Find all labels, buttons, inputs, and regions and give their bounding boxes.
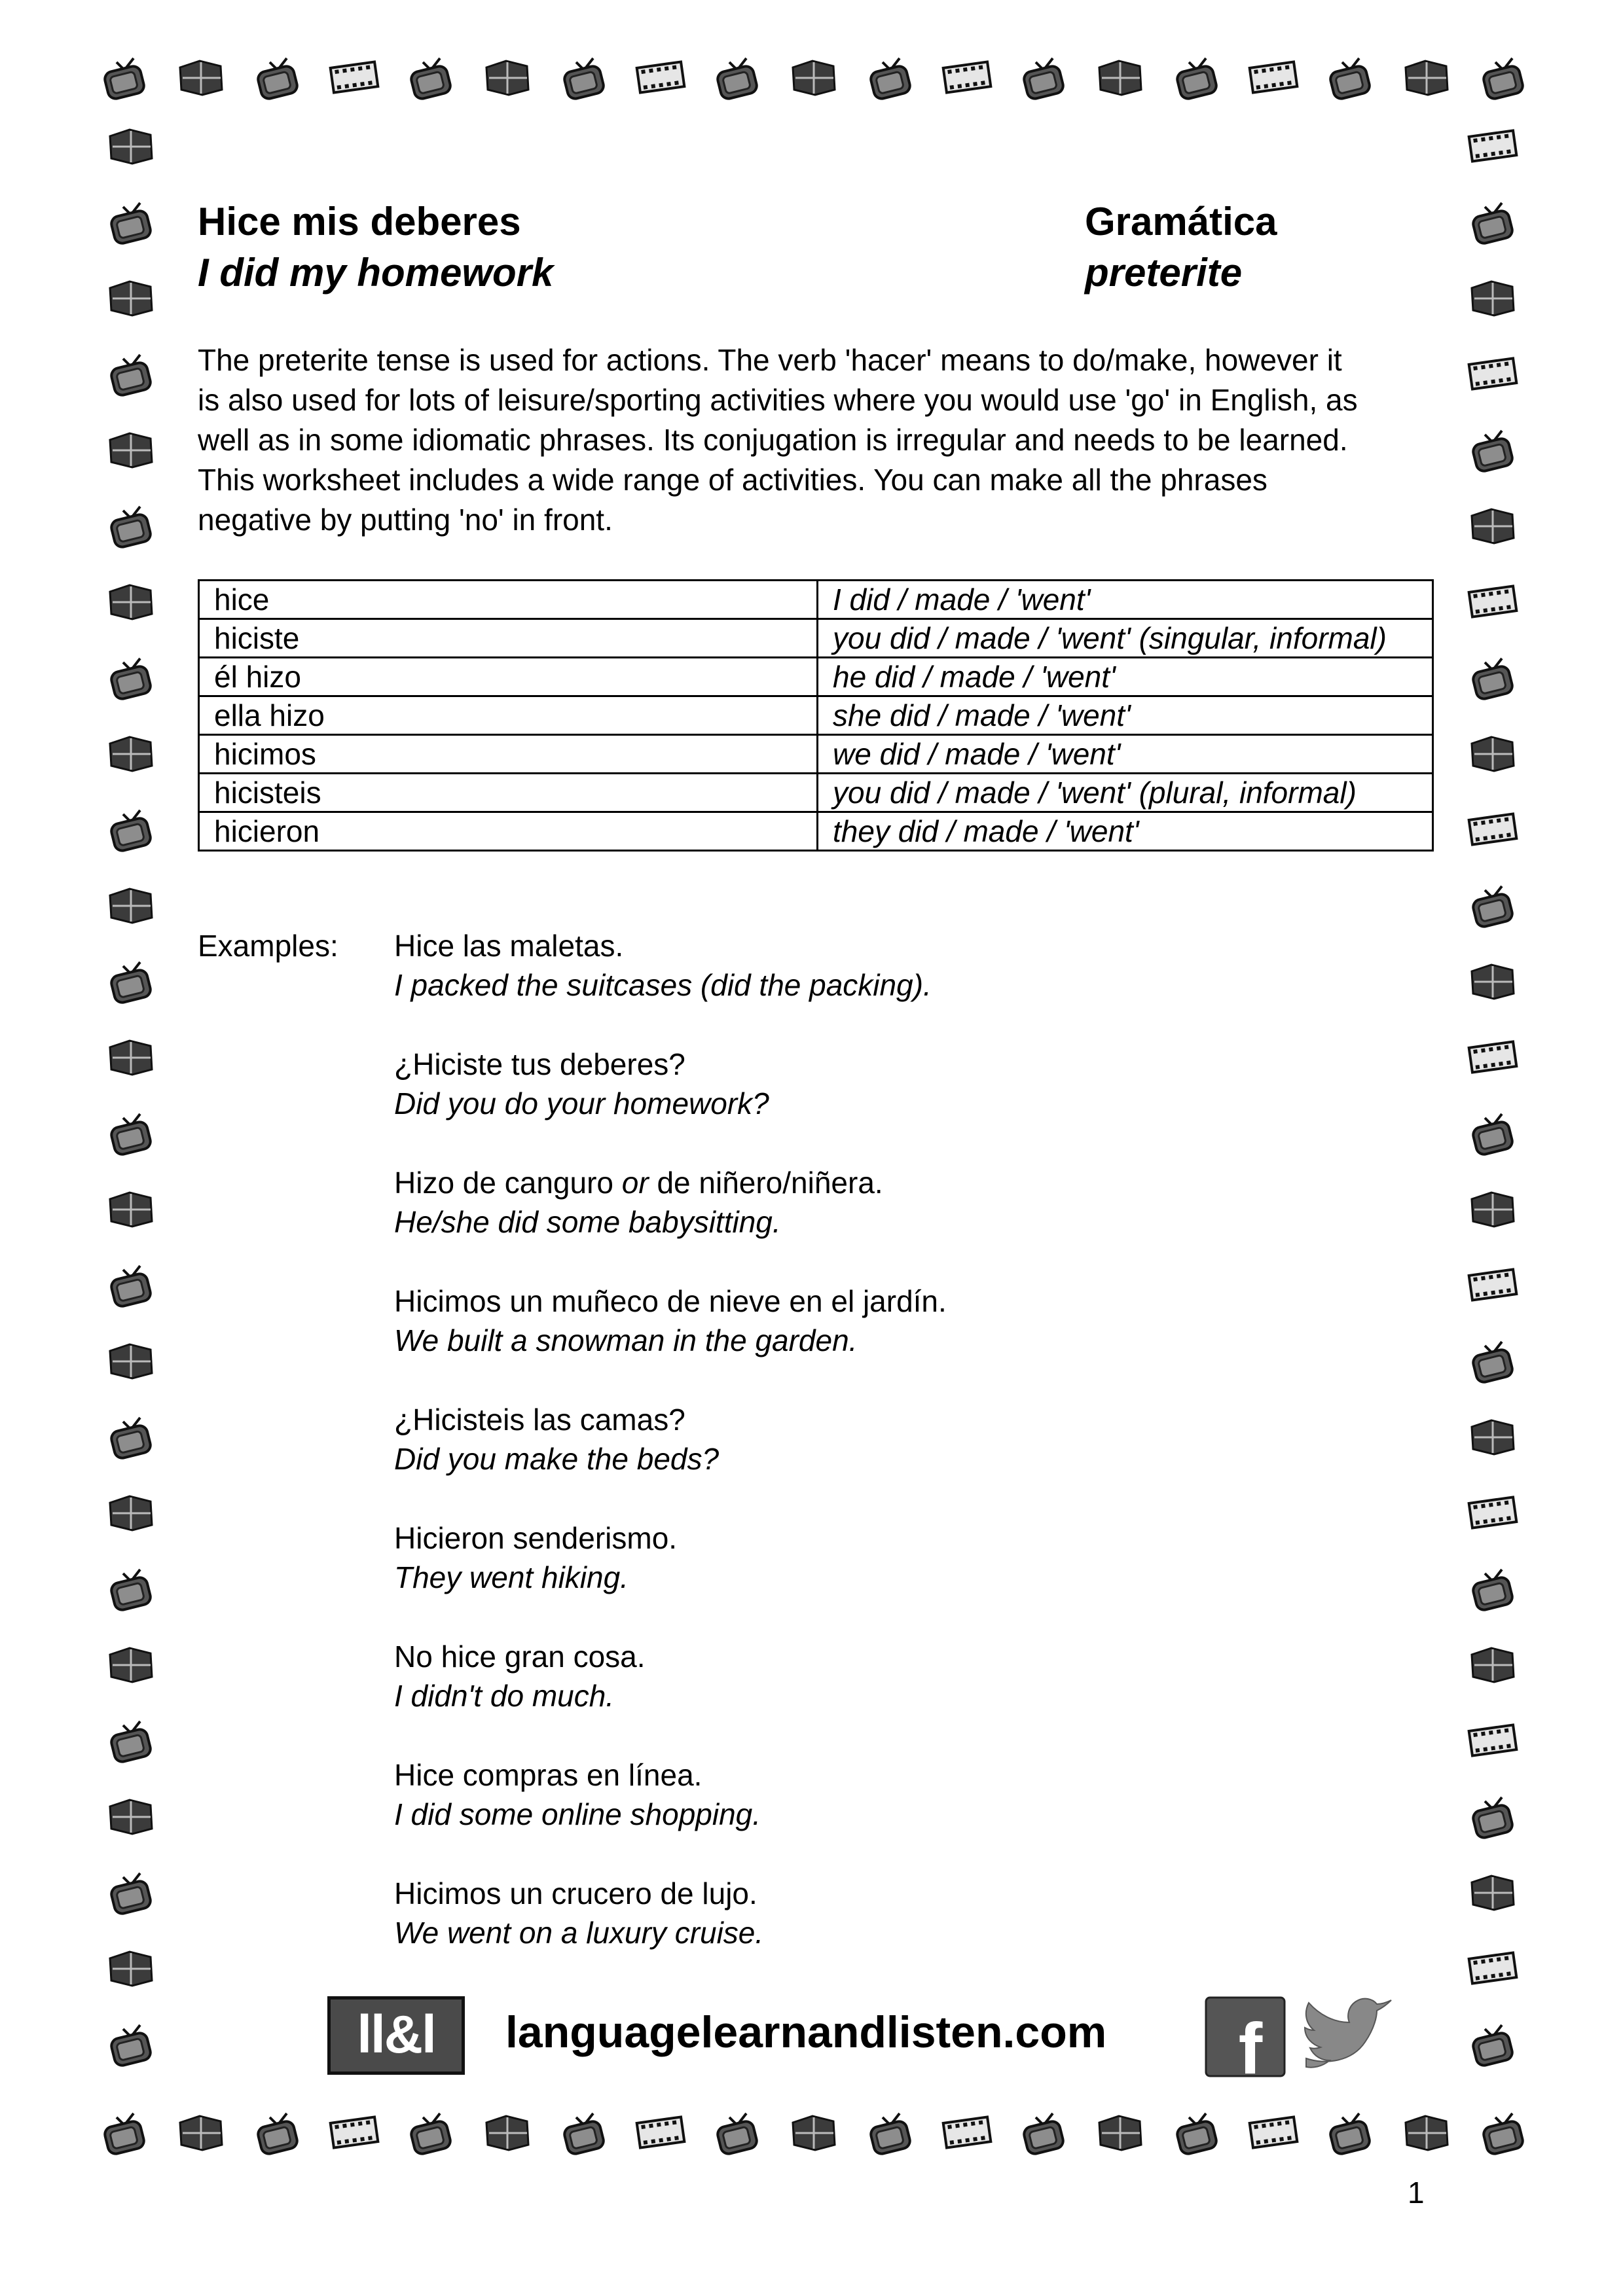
intro-paragraph xyxy=(198,340,1442,540)
flag-icon xyxy=(486,2116,528,2150)
english-cell: you did / made / 'went' (plural, informal) xyxy=(818,774,1433,812)
intro-line: This worksheet includes a wide range of activities. You can make all the phrases xyxy=(198,463,1267,497)
table-row xyxy=(199,774,1433,812)
flag-icon xyxy=(110,1952,152,1986)
section-block xyxy=(1085,196,1277,298)
tv-icon xyxy=(110,1418,152,1460)
tv-icon xyxy=(110,1266,152,1308)
border-right xyxy=(1453,105,1532,2108)
film-strip-icon xyxy=(1250,2117,1298,2147)
tv-icon xyxy=(1329,58,1371,100)
tv-icon xyxy=(1023,2113,1065,2155)
tv-icon xyxy=(1472,1342,1514,1384)
flag-icon xyxy=(110,130,152,164)
flag-icon xyxy=(110,281,152,315)
tv-icon xyxy=(1176,2113,1218,2155)
tv-icon xyxy=(563,58,605,100)
film-strip-icon xyxy=(1469,1041,1517,1072)
tv-icon xyxy=(1472,1797,1514,1839)
flag-icon xyxy=(1472,737,1514,771)
tv-icon xyxy=(410,58,452,100)
flag-icon xyxy=(1099,2116,1141,2150)
film-strip-icon xyxy=(943,2117,991,2147)
tv-icon xyxy=(1472,431,1514,473)
intro-line: is also used for lots of leisure/sporting activities where you would use 'go' in English, as xyxy=(198,383,1358,417)
tv-icon xyxy=(716,2113,758,2155)
tv-icon xyxy=(1472,658,1514,700)
example-spanish-part: de niñero/niñera. xyxy=(648,1166,883,1200)
intro-line: well as in some idiomatic phrases. Its conjugation is irregular and needs to be learned. xyxy=(198,423,1348,457)
example-english: I packed the suitcases (did the packing). xyxy=(394,968,932,1002)
tv-icon xyxy=(110,2025,152,2067)
tv-icon xyxy=(869,2113,911,2155)
table-row xyxy=(199,812,1433,851)
table-row xyxy=(199,581,1433,619)
film-strip-icon xyxy=(331,62,378,92)
tv-icon xyxy=(110,658,152,700)
page-title: Hice mis deberes xyxy=(198,200,521,243)
example-item xyxy=(394,1637,947,1715)
english-cell: they did / made / 'went' xyxy=(818,812,1433,851)
flag-icon xyxy=(180,2116,222,2150)
example-spanish: ¿Hiciste tus deberes? xyxy=(394,1047,685,1081)
tv-icon xyxy=(110,203,152,245)
spanish-cell: ella hizo xyxy=(199,696,818,735)
example-spanish: Hicimos un muñeco de nieve en el jardín. xyxy=(394,1284,947,1318)
example-item xyxy=(394,926,947,1005)
example-english: I didn't do much. xyxy=(394,1679,615,1713)
film-strip-icon xyxy=(331,2117,378,2147)
tv-icon xyxy=(110,355,152,397)
english-cell: we did / made / 'went' xyxy=(818,735,1433,774)
example-item xyxy=(394,1518,947,1597)
table-row xyxy=(199,658,1433,696)
site-url[interactable]: languagelearnandlisten.com xyxy=(505,2007,1107,2057)
conjugation-table xyxy=(198,579,1434,852)
example-spanish-part: Hizo de canguro xyxy=(394,1166,622,1200)
example-english: We went on a luxury cruise. xyxy=(394,1916,764,1950)
tv-icon xyxy=(1482,58,1524,100)
example-spanish: Hicieron senderismo. xyxy=(394,1521,678,1555)
section-topic: preterite xyxy=(1085,251,1243,295)
flag-icon xyxy=(1472,1193,1514,1227)
tv-icon xyxy=(103,2113,145,2155)
border-top xyxy=(92,36,1532,115)
tv-icon xyxy=(103,58,145,100)
example-spanish: Hicimos un crucero de lujo. xyxy=(394,1876,757,1910)
example-english: I did some online shopping. xyxy=(394,1797,761,1831)
flag-icon xyxy=(486,61,528,95)
examples-list xyxy=(394,926,947,1992)
spanish-cell: hice xyxy=(199,581,818,619)
film-strip-icon xyxy=(1469,814,1517,844)
example-spanish: Hice compras en línea. xyxy=(394,1758,702,1792)
page-number: 1 xyxy=(1408,2176,1425,2210)
english-cell: she did / made / 'went' xyxy=(818,696,1433,735)
tv-icon xyxy=(1482,2113,1524,2155)
example-item xyxy=(394,1400,947,1479)
flag-icon xyxy=(180,61,222,95)
tv-icon xyxy=(1472,1570,1514,1611)
flag-icon xyxy=(793,2116,835,2150)
tv-icon xyxy=(563,2113,605,2155)
border-bottom xyxy=(92,2091,1532,2170)
tv-icon xyxy=(110,810,152,852)
tv-icon xyxy=(110,1873,152,1915)
tv-icon xyxy=(110,507,152,548)
tv-icon xyxy=(110,1570,152,1611)
spanish-cell: hicieron xyxy=(199,812,818,851)
tv-icon xyxy=(1176,58,1218,100)
english-cell: he did / made / 'went' xyxy=(818,658,1433,696)
tv-icon xyxy=(1472,203,1514,245)
film-strip-icon xyxy=(1469,1952,1517,1983)
film-strip-icon xyxy=(1250,62,1298,92)
film-strip-icon xyxy=(1469,586,1517,617)
flag-icon xyxy=(793,61,835,95)
example-english: Did you make the beds? xyxy=(394,1442,720,1476)
flag-icon xyxy=(110,1193,152,1227)
tv-icon xyxy=(1472,1114,1514,1156)
border-left xyxy=(92,105,170,2108)
example-spanish: Hice las maletas. xyxy=(394,929,624,963)
example-english: We built a snowman in the garden. xyxy=(394,1323,858,1357)
spanish-cell: hicimos xyxy=(199,735,818,774)
tv-icon xyxy=(110,1721,152,1763)
flag-icon xyxy=(110,1648,152,1682)
spanish-cell: hicisteis xyxy=(199,774,818,812)
tv-icon xyxy=(257,2113,299,2155)
flag-icon xyxy=(1406,61,1448,95)
spanish-cell: él hizo xyxy=(199,658,818,696)
tv-icon xyxy=(1023,58,1065,100)
example-or: or xyxy=(621,1166,649,1200)
facebook-icon[interactable] xyxy=(1205,1996,1286,2077)
tv-icon xyxy=(869,58,911,100)
film-strip-icon xyxy=(1469,358,1517,389)
english-cell: I did / made / 'went' xyxy=(818,581,1433,619)
english-cell: you did / made / 'went' (singular, informal) xyxy=(818,619,1433,658)
spanish-cell: hiciste xyxy=(199,619,818,658)
flag-icon xyxy=(110,737,152,771)
example-english: Did you do your homework? xyxy=(394,1086,769,1121)
example-item xyxy=(394,1045,947,1123)
example-spanish: ¿Hicisteis las camas? xyxy=(394,1403,685,1437)
film-strip-icon xyxy=(1469,1725,1517,1755)
site-logo: ll&l xyxy=(327,1996,465,2075)
flag-icon xyxy=(1472,509,1514,543)
example-item xyxy=(394,1874,947,1952)
flag-icon xyxy=(110,1496,152,1530)
tv-icon xyxy=(1472,886,1514,928)
example-item xyxy=(394,1282,947,1360)
flag-icon xyxy=(110,433,152,467)
twitter-icon[interactable] xyxy=(1300,1996,1398,2077)
film-strip-icon xyxy=(637,2117,685,2147)
flag-icon xyxy=(1472,1876,1514,1910)
flag-icon xyxy=(1406,2116,1448,2150)
flag-icon xyxy=(110,585,152,619)
film-strip-icon xyxy=(1469,1497,1517,1528)
example-english: They went hiking. xyxy=(394,1560,629,1594)
example-item xyxy=(394,1163,947,1242)
flag-icon xyxy=(110,1800,152,1834)
table-row xyxy=(199,735,1433,774)
table-row xyxy=(199,696,1433,735)
example-spanish: No hice gran cosa. xyxy=(394,1640,646,1674)
table-row xyxy=(199,619,1433,658)
tv-icon xyxy=(410,2113,452,2155)
film-strip-icon xyxy=(943,62,991,92)
tv-icon xyxy=(716,58,758,100)
flag-icon xyxy=(1472,281,1514,315)
tv-icon xyxy=(1329,2113,1371,2155)
flag-icon xyxy=(1472,965,1514,999)
facebook-glyph: f xyxy=(1238,2009,1263,2077)
example-spanish xyxy=(394,1163,947,1202)
title-block xyxy=(198,196,553,298)
examples-label: Examples: xyxy=(198,929,338,963)
section-title: Gramática xyxy=(1085,200,1277,243)
flag-icon xyxy=(1472,1420,1514,1454)
example-english: He/she did some babysitting. xyxy=(394,1205,781,1239)
intro-line: negative by putting 'no' in front. xyxy=(198,503,613,537)
example-item xyxy=(394,1755,947,1834)
flag-icon xyxy=(1472,1648,1514,1682)
film-strip-icon xyxy=(1469,1269,1517,1300)
tv-icon xyxy=(1472,2025,1514,2067)
film-strip-icon xyxy=(637,62,685,92)
flag-icon xyxy=(110,1344,152,1378)
film-strip-icon xyxy=(1469,130,1517,161)
flag-icon xyxy=(110,1041,152,1075)
flag-icon xyxy=(1099,61,1141,95)
tv-icon xyxy=(257,58,299,100)
flag-icon xyxy=(110,889,152,923)
tv-icon xyxy=(110,1114,152,1156)
intro-line: The preterite tense is used for actions. The verb 'hacer' means to do/make, however it xyxy=(198,343,1342,377)
page-subtitle: I did my homework xyxy=(198,251,554,295)
tv-icon xyxy=(110,962,152,1004)
